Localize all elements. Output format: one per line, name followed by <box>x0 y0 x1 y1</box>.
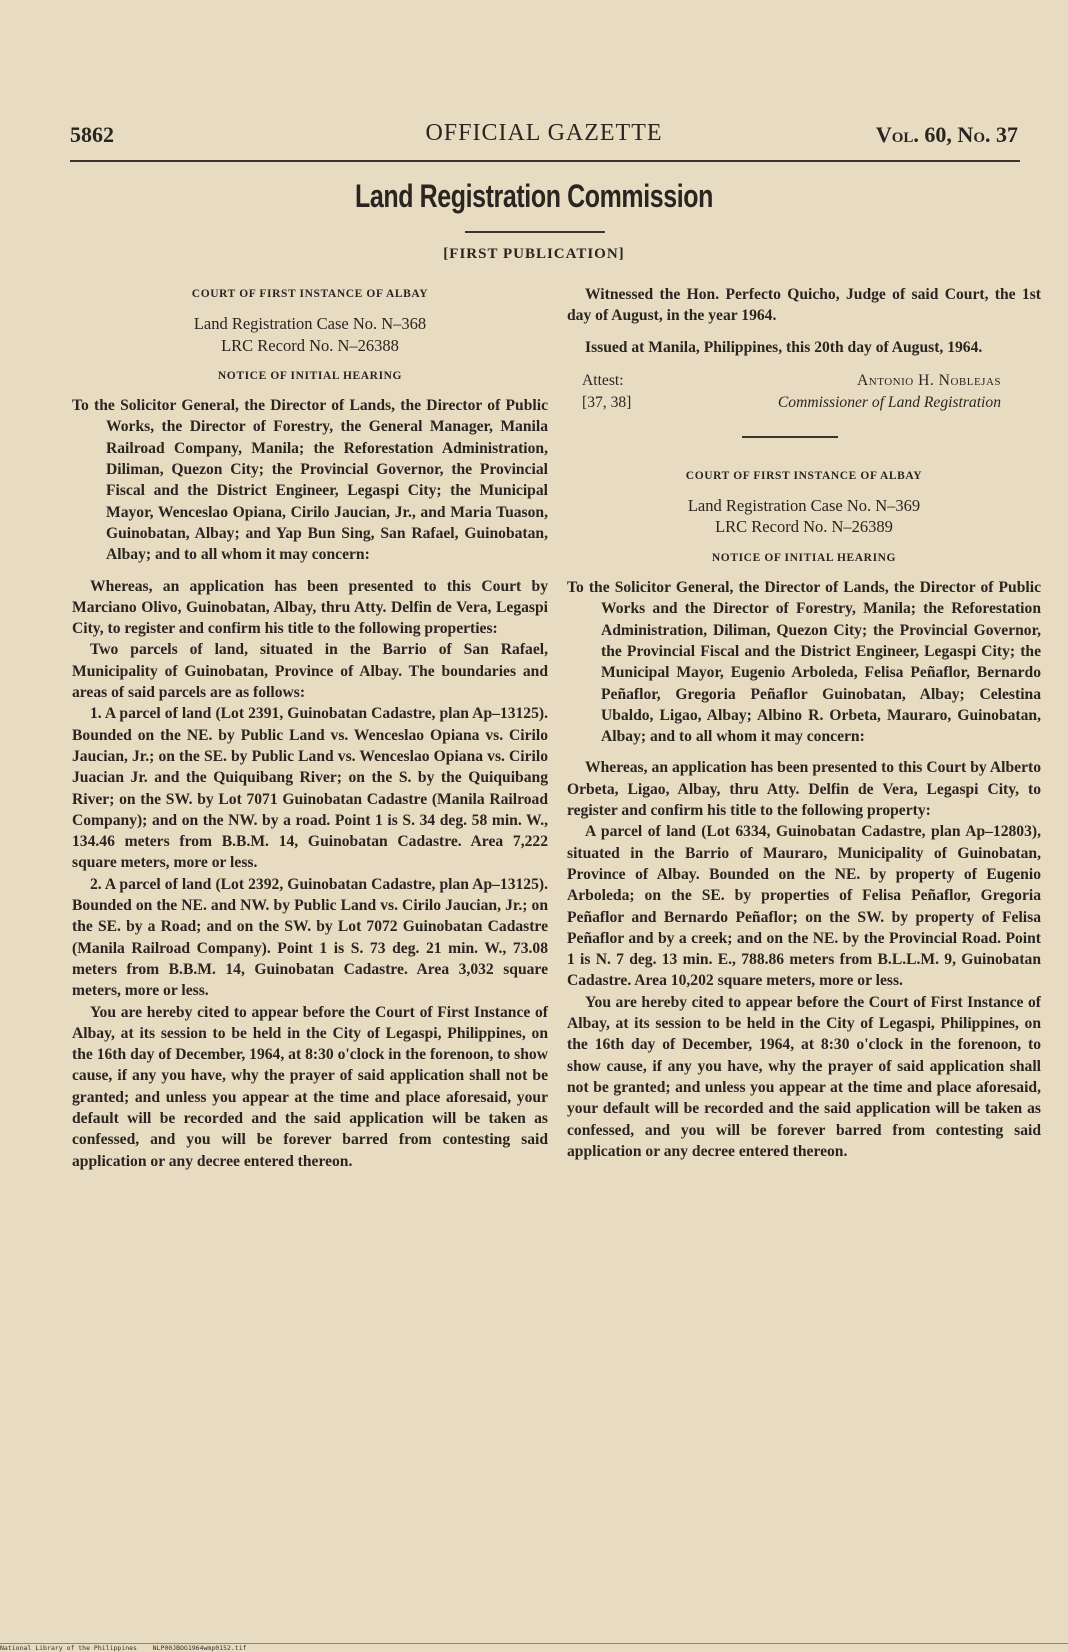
parcel-1: 1. A parcel of land (Lot 2391, Guinobatan Cadastre, plan Ap–13125). Bounded on the NE. by Public Land vs. Wenceslao Opiana vs. Cirilo Jaucian, Jr.; on the SE. by Public Land vs. Wenceslao Opiana vs. Cirilo Juacian Jr. and the Quiquibang River; on the S. by the Quiquibang River; on the SW. by Lot 7071 Guinobatan Cadastre (Manila Railroad Company); and on the NW. by a road. Point 1 is S. 34 deg. 58 min. W., 134.46 meters from B.B.M. 14, Guinobatan Cadastre. Area 7,222 square meters, more or less. <box>72 705 548 872</box>
notice-divider <box>742 436 838 438</box>
scan-footer <box>0 1644 247 1652</box>
volume-number: Vol. 60, No. 37 <box>875 122 1018 147</box>
issue-reference: [37, 38] <box>582 393 632 411</box>
issued-paragraph: Issued at Manila, Philippines, this 20th day of August, 1964. <box>585 338 983 356</box>
attest-label: Attest: <box>582 371 624 389</box>
court-name: COURT OF FIRST INSTANCE OF ALBAY <box>191 288 429 300</box>
right-column <box>567 284 1041 1162</box>
parcel-description: A parcel of land (Lot 6334, Guinobatan Cadastre, plan Ap–12803), situated in the Barrio of Mauraro, Municipality of Guinobatan, Province of Albay. Bounded on the NE. by property of Eugenio Arboleda; on the SE. by properties of Felisa Peñaflor, Gregoria Peñaflor and Bernardo Peñaflor; on the SW. by property of Felisa Peñaflor and by a creek; and on the NE. by the Provincial Road. Point 1 is N. 7 deg. 13 min. E., 788.86 meters from B.L.L.M. 9, Guinobatan Cadastre. Area 10,202 square meters, more or less. <box>567 823 1041 990</box>
page-number: 5862 <box>70 122 114 147</box>
section-rule <box>465 231 605 233</box>
parcels-intro: Two parcels of land, situated in the Barrio of San Rafael, Municipality of Guinobatan, Province of Albay. The boundaries and areas of said parcels are as follows: <box>72 641 548 702</box>
record-number: LRC Record No. N–26389 <box>715 517 893 537</box>
left-column <box>72 284 548 1172</box>
record-number: LRC Record No. N–26388 <box>221 335 399 355</box>
whereas-paragraph: Whereas, an application has been presented to this Court by Marciano Olivo, Guinobatan, Albay, thru Atty. Delfin de Vera, Legaspi City, to register and confirm his title to the following properties: <box>72 577 548 638</box>
library-name: National Library of the Philippines <box>0 1644 137 1652</box>
addressees: To the Solicitor General, the Director of Lands, the Director of Public Works, the Director of Forestry, the General Manager, Manila Railroad Company, Manila; the Reforestation Administration, Diliman, Quezon City; the Provincial Governor, the Provincial Fiscal and the District Engineer, Legaspi City; the Municipal Mayor, Wenceslao Opiana, Cirilo Jaucian, Jr., and Maria Tuason, Guinobatan, Albay; and Yap Bun Sing, San Rafael, Guinobatan, Albay; and to all whom it may concern: <box>72 397 548 564</box>
parcel-2: 2. A parcel of land (Lot 2392, Guinobatan Cadastre, plan Ap–13125). Bounded on the NE. and NW. by Public Land vs. Cirilo Jaucian, Jr.; on the SE. by a Road; and on the SW. by Lot 7072 Guinobatan Cadastre (Manila Railroad Company). Point 1 is S. 73 deg. 21 min. W., 73.08 meters from B.B.M. 14, Guinobatan Cadastre. Area 3,032 square meters, more or less. <box>72 875 548 1000</box>
witnessed-paragraph: Witnessed the Hon. Perfecto Quicho, Judge of said Court, the 1st day of August, in the year 1964. <box>567 286 1041 325</box>
summons-paragraph: You are hereby cited to appear before the Court of First Instance of Albay, at its session to be held in the City of Legaspi, Philippines, on the 16th day of December, 1964, at 8:30 o'clock in the forenoon, to show cause, if any you have, why the prayer of said application shall not be granted; and unless you appear at the time and place aforesaid, your default will be recorded and the said application will be taken as confessed, and you will be forever barred from contesting said application or any decree entered thereon. <box>567 993 1041 1160</box>
addressees: To the Solicitor General, the Director of Lands, the Director of Public Works and the Director of Forestry, Manila; the Reforestation Administration, Diliman, Quezon City; the Provincial Governor, the Provincial Fiscal and the District Engineer, Legaspi City; the Municipal Mayor, Eugenio Arboleda, Felisa Peñaflor, Bernardo Peñaflor, Gregoria Peñaflor Guinobatan, Albay; Celestina Ubaldo, Ligao, Albay; Albino R. Orbeta, Mauraro, Guinobatan, Albay; and to all whom it may concern: <box>567 579 1041 746</box>
case-number: Land Registration Case No. N–369 <box>687 496 921 516</box>
notice-title: NOTICE OF INITIAL HEARING <box>711 551 897 564</box>
publication-name: OFFICIAL GAZETTE <box>425 120 663 146</box>
page-header <box>70 118 1018 158</box>
signatory-title: Commissioner of Land Registration <box>777 393 1001 411</box>
attestation <box>567 370 1041 416</box>
whereas-paragraph: Whereas, an application has been presented to this Court by Alberto Orbeta, Ligao, Albay, thru Atty. Delfin de Vera, Legaspi City, to register and confirm his title to the following property: <box>567 759 1041 820</box>
case-number: Land Registration Case No. N–368 <box>193 314 427 334</box>
court-name: COURT OF FIRST INSTANCE OF ALBAY <box>685 469 923 482</box>
header-rule <box>70 160 1020 162</box>
scan-file-name: NLP00JBOG1964wmp0152.tif <box>152 1644 247 1652</box>
signatory-name: Antonio H. Noblejas <box>857 371 1001 389</box>
notice-title: NOTICE OF INITIAL HEARING <box>217 369 403 382</box>
summons-paragraph: You are hereby cited to appear before the Court of First Instance of Albay, at its session to be held in the City of Legaspi, Philippines, on the 16th day of December, 1964, at 8:30 o'clock in the forenoon, to show cause, if any you have, why the prayer of said application shall not be granted; and unless you appear at the time and place aforesaid, your default will be recorded and the said application will be taken as confessed, and you will be forever barred from contesting said application or any decree entered thereon. <box>72 1003 548 1170</box>
publication-note: [FIRST PUBLICATION] <box>443 246 625 262</box>
section-title: Land Registration Commission <box>355 178 713 214</box>
